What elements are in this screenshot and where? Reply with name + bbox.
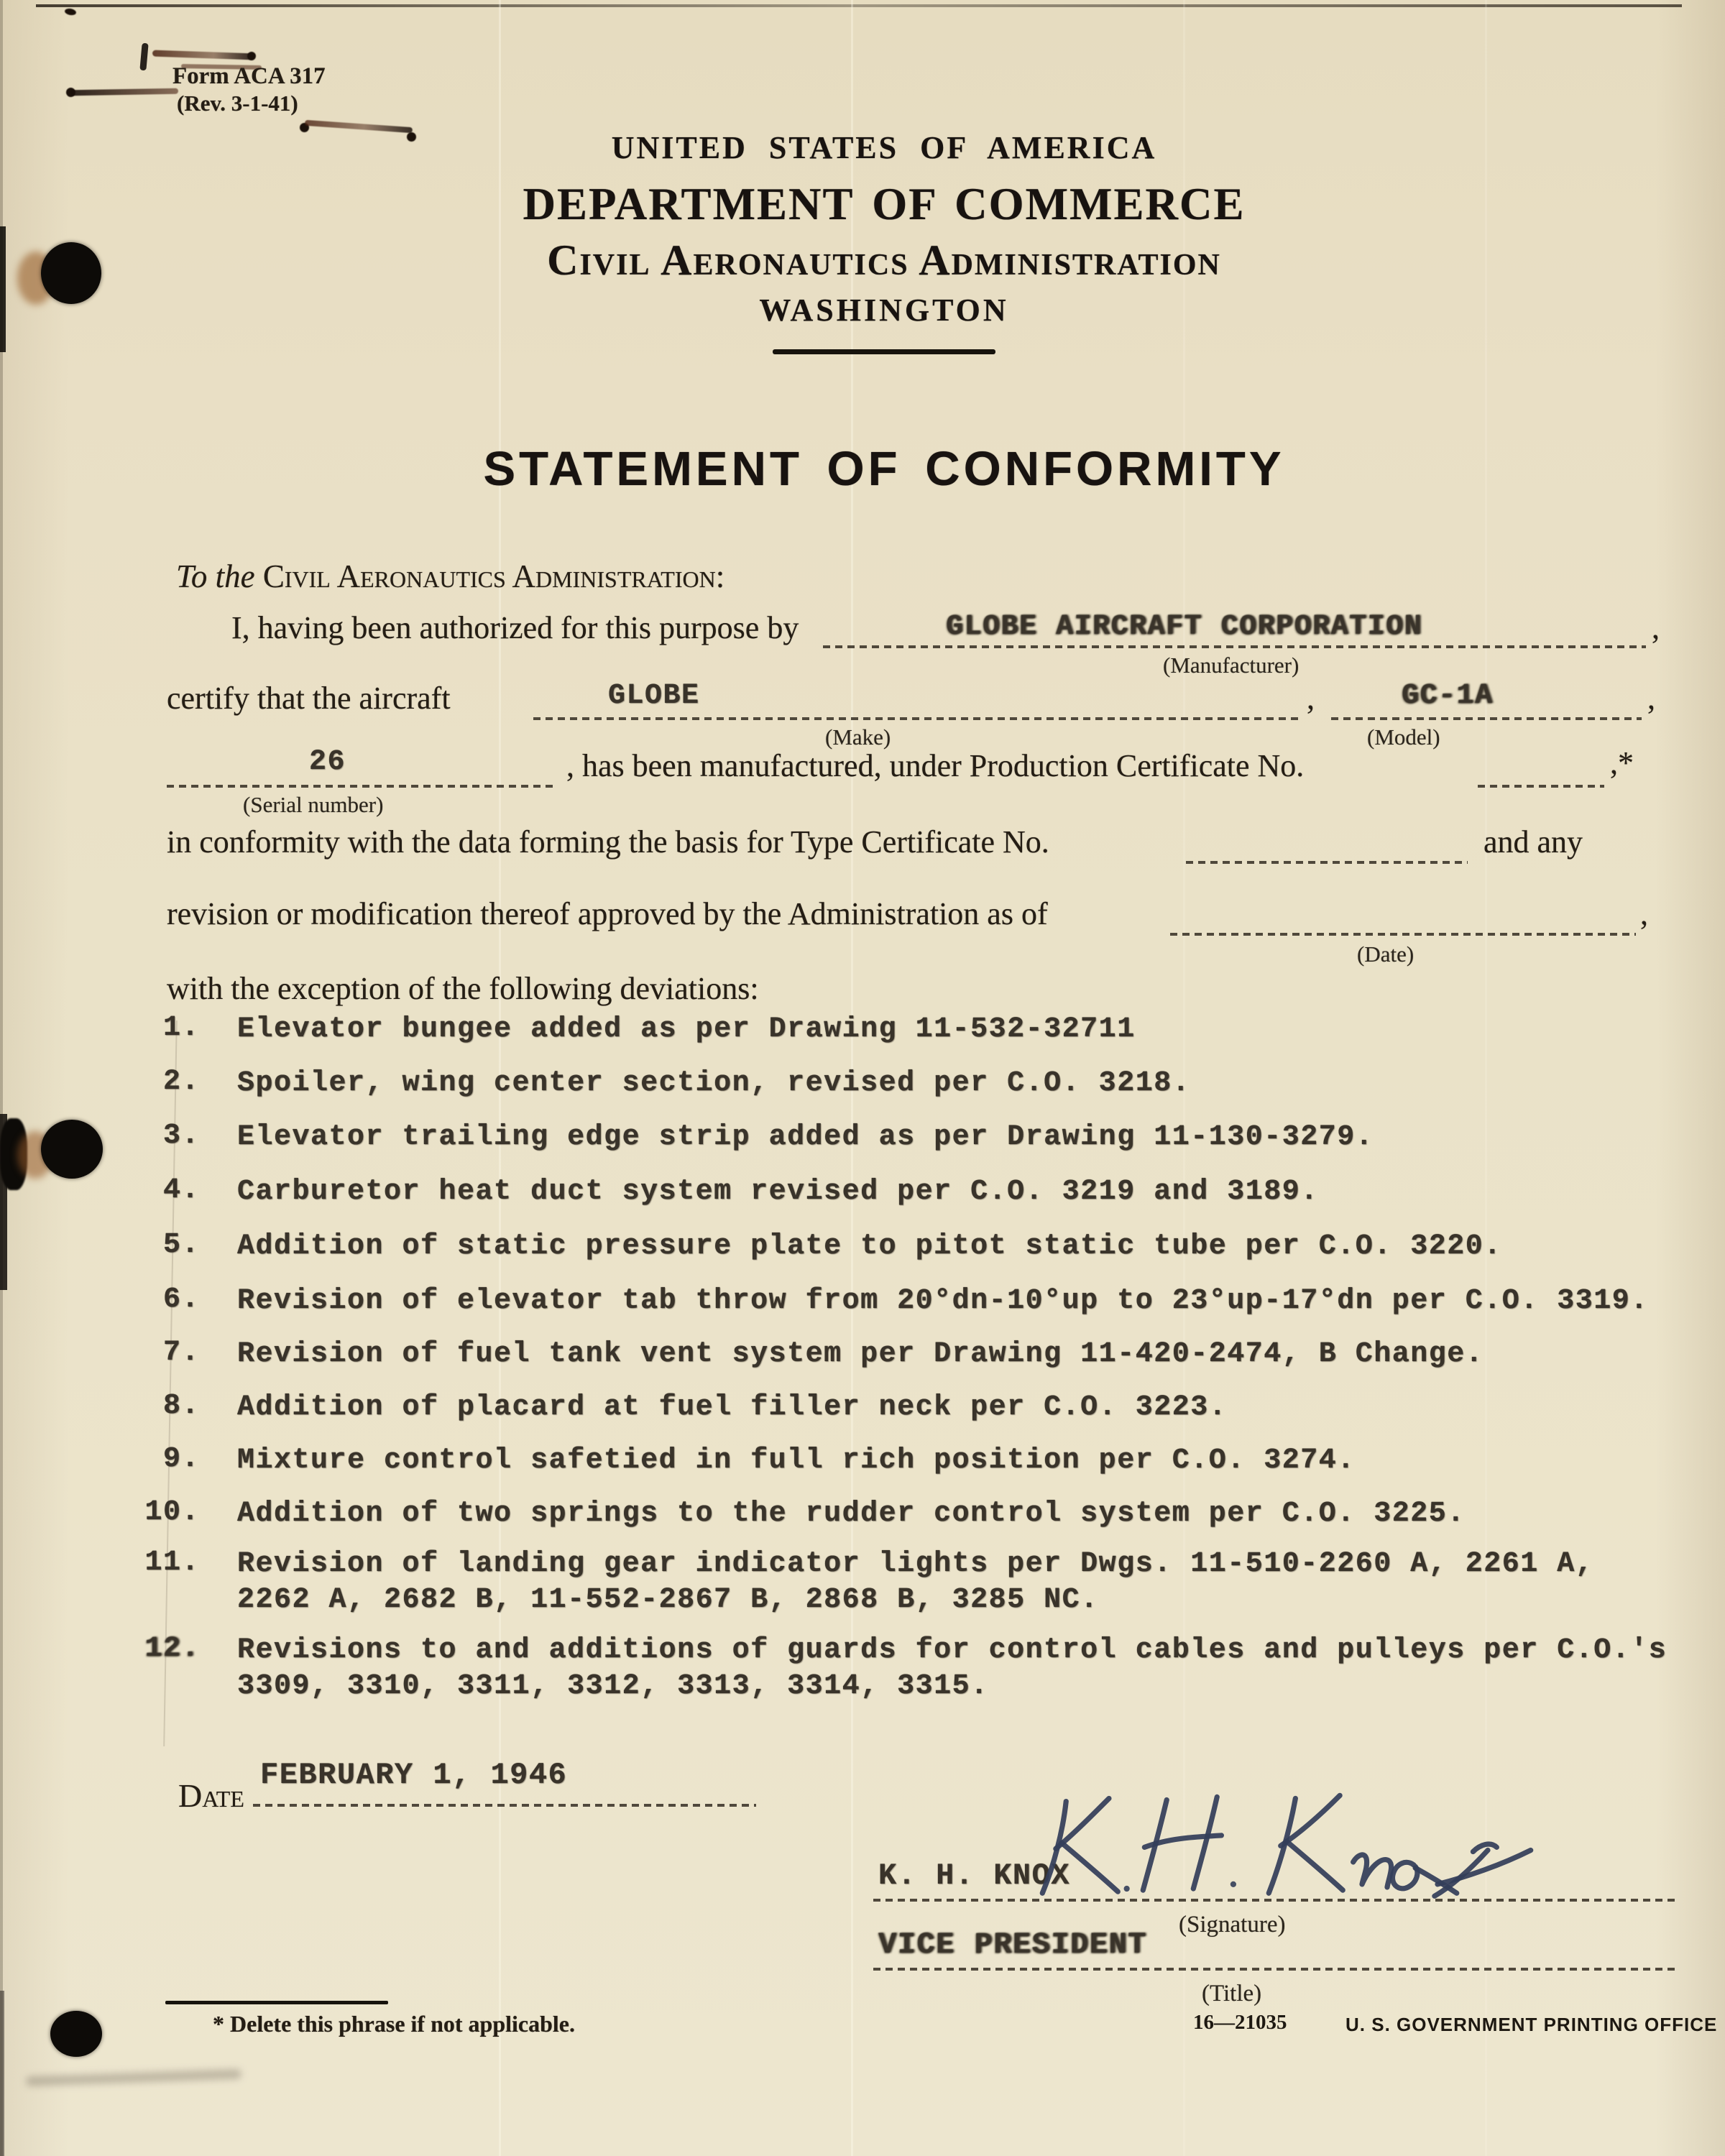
date-label: Date: [178, 1777, 244, 1814]
salutation-addressee: Civil Aeronautics Administration:: [262, 558, 725, 594]
manufacturer-blank-line: [823, 645, 1646, 648]
salutation: [176, 558, 724, 595]
deviation-line: Mixture control safetied in full rich position per C.O. 3274.: [237, 1445, 1356, 1477]
model-value: GC-1A: [1402, 680, 1494, 712]
signature-ink: [1035, 1791, 1538, 1909]
manufacturer-caption: (Manufacturer): [1163, 653, 1300, 678]
signature-caption: (Signature): [1179, 1912, 1286, 1938]
statement-line5: revision or modification thereof approved by the Administration as of: [167, 896, 1048, 931]
form-number: Form ACA 317: [172, 63, 326, 89]
model-caption: (Model): [1367, 724, 1440, 750]
deviation-line: Addition of placard at fuel filler neck per C.O. 3223.: [237, 1391, 1228, 1424]
header-country: UNITED STATES OF AMERICA: [611, 130, 1157, 165]
make-comma: ,: [1307, 681, 1315, 716]
pen-mark: [70, 88, 178, 96]
deviation-line: Spoiler, wing center section, revised per C.O. 3218.: [237, 1067, 1191, 1100]
header-rule: [773, 349, 995, 354]
statement-line4: in conformity with the data forming the basis for Type Certificate No.: [167, 824, 1049, 860]
signature-line: [873, 1899, 1677, 1902]
line3-end: ,*: [1610, 745, 1634, 780]
deviation-line: Revision of elevator tab throw from 20°dn-10°up to 23°up-17°dn per C.O. 3319.: [237, 1285, 1649, 1317]
deviation-number: 7.: [162, 1337, 200, 1369]
header-department: DEPARTMENT OF COMMERCE: [523, 179, 1246, 229]
approval-date-blank-line: [1170, 933, 1636, 936]
model-blank-line: [1331, 717, 1642, 720]
deviation-number: 3.: [162, 1120, 200, 1152]
deviation-line: Carburetor heat duct system revised per C.O. 3219 and 3189.: [237, 1176, 1319, 1208]
punch-hole: [50, 2011, 102, 2057]
deviation-line: Revision of landing gear indicator lights per Dwgs. 11-510-2260 A, 2261 A,: [237, 1548, 1594, 1580]
serial-value: 26: [309, 746, 346, 778]
deviation-line: 2262 A, 2682 B, 11-552-2867 B, 2868 B, 3285 NC.: [237, 1584, 1099, 1616]
deviation-number: 4.: [162, 1174, 200, 1207]
date-line: [253, 1804, 756, 1807]
signer-typed-name: K. H. KNOX: [878, 1858, 1071, 1893]
line4-end: and any: [1484, 824, 1583, 860]
staple-mark: [139, 43, 148, 71]
signer-title: VICE PRESIDENT: [878, 1927, 1147, 1962]
statement-line6: with the exception of the following deviations:: [167, 971, 759, 1006]
manufacturer-value: GLOBE AIRCRAFT CORPORATION: [946, 611, 1423, 643]
print-code: 16—21035: [1193, 2011, 1287, 2034]
pen-mark: [152, 50, 254, 60]
approval-date-caption: (Date): [1357, 941, 1414, 967]
deviation-number: 1.: [162, 1012, 200, 1044]
make-caption: (Make): [825, 724, 891, 750]
pen-dot: [64, 8, 76, 17]
footnote: * Delete this phrase if not applicable.: [213, 2011, 575, 2037]
serial-caption: (Serial number): [243, 792, 384, 817]
deviation-number: 11.: [144, 1547, 200, 1579]
header-city: WASHINGTON: [759, 292, 1009, 328]
footnote-rule: [165, 2001, 388, 2004]
statement-line3: , has been manufactured, under Production Certificate No.: [566, 748, 1305, 783]
scan-edge-left-strip: [0, 1991, 4, 2156]
deviation-line: 3309, 3310, 3311, 3312, 3313, 3314, 3315.: [237, 1670, 989, 1703]
deviation-number: 2.: [162, 1066, 200, 1098]
line1-comma: ,: [1652, 610, 1660, 645]
title-caption: (Title): [1202, 1981, 1262, 2007]
make-value: GLOBE: [608, 680, 700, 712]
deviation-line: Revisions to and additions of guards for control cables and pulleys per C.O.'s: [237, 1634, 1668, 1667]
header-agency: Civil Aeronautics Administration: [547, 236, 1221, 284]
statement-line1: I, having been authorized for this purpose by: [231, 610, 799, 645]
printer-name: U. S. GOVERNMENT PRINTING OFFICE: [1346, 2014, 1718, 2035]
deviation-number: 6.: [162, 1284, 200, 1316]
title-line: [873, 1968, 1677, 1971]
deviation-number: 10.: [144, 1496, 200, 1529]
type-cert-blank-line: [1186, 861, 1468, 864]
deviation-line: Addition of two springs to the rudder control system per C.O. 3225.: [237, 1498, 1466, 1530]
deviation-line: Elevator trailing edge strip added as per Drawing 11-130-3279.: [237, 1121, 1374, 1153]
deviation-line: Revision of fuel tank vent system per Drawing 11-420-2474, B Change.: [237, 1338, 1484, 1370]
deviation-line: Elevator bungee added as per Drawing 11-532-32711: [237, 1013, 1136, 1046]
scan-edge-left-strip: [0, 226, 6, 352]
deviation-line: Addition of static pressure plate to pitot static tube per C.O. 3220.: [237, 1230, 1502, 1263]
production-cert-blank-line: [1478, 785, 1604, 788]
line5-end: ,: [1640, 896, 1648, 931]
model-comma: ,: [1647, 681, 1655, 716]
deviation-number: 8.: [162, 1390, 200, 1422]
form-revision: (Rev. 3-1-41): [177, 91, 298, 116]
deviation-number: 9.: [162, 1443, 200, 1475]
pencil-smudge: [26, 2069, 242, 2086]
statement-line2: certify that the aircraft: [167, 681, 451, 716]
salutation-prefix: To the: [176, 558, 255, 594]
date-value: FEBRUARY 1, 1946: [260, 1758, 568, 1792]
deviation-number: 12.: [144, 1633, 200, 1665]
scan-edge-top: [36, 4, 1682, 7]
page-title: STATEMENT OF CONFORMITY: [483, 442, 1285, 496]
make-blank-line: [533, 717, 1301, 720]
serial-blank-line: [167, 785, 555, 788]
deviation-number: 5.: [162, 1229, 200, 1261]
punch-hole: [41, 1120, 103, 1179]
pen-dot: [247, 52, 256, 60]
